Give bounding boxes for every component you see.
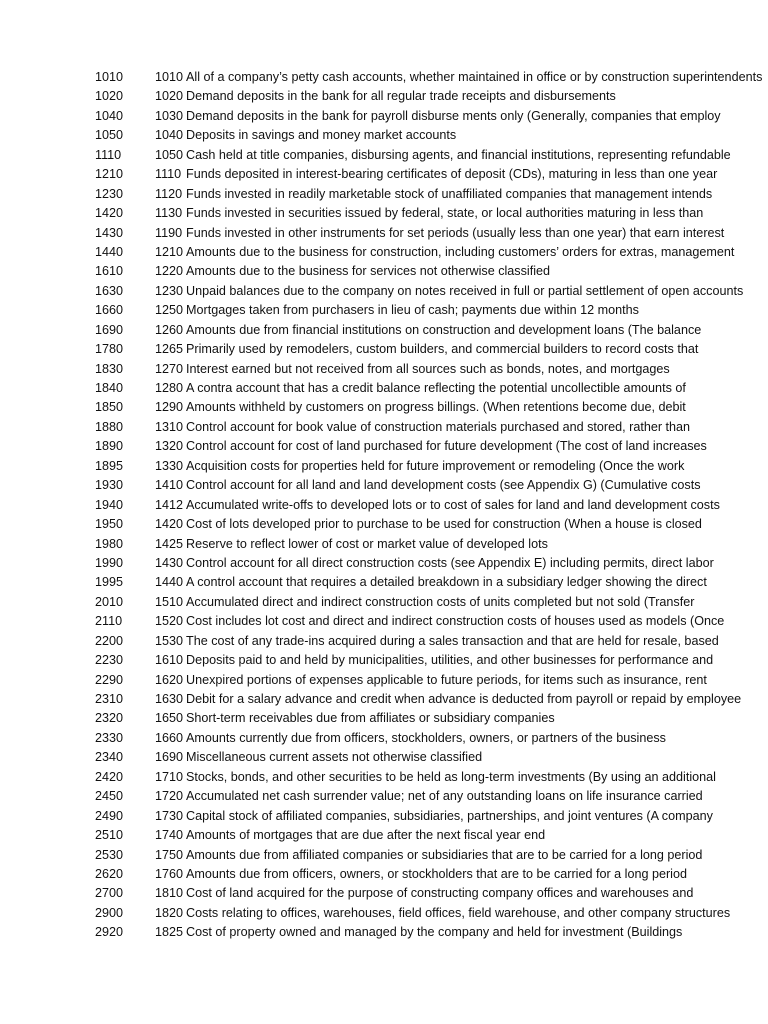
table-row (0, 321, 768, 340)
account-description: All of a company’s petty cash accounts, whether maintained in office or by construction superintendents (186, 70, 763, 84)
account-description: Control account for all direct construction costs (see Appendix E) including permits, direct labor (186, 555, 714, 570)
reference-code: 1130 (155, 206, 183, 221)
reference-code: 1425 (155, 536, 184, 551)
table-row (0, 340, 768, 359)
reference-code: 1740 (155, 828, 184, 843)
account-description: Debit for a salary advance and credit when advance is deducted from payroll or repaid by employee (186, 692, 742, 706)
reference-code: 1820 (155, 905, 184, 920)
reference-code: 1620 (155, 672, 184, 687)
account-description: Reserve to reflect lower of cost or market value of developed lots (186, 536, 548, 551)
account-number: 1110 (95, 147, 122, 162)
account-description: Funds invested in securities issued by federal, state, or local authorities maturing in less than (186, 206, 704, 221)
reference-code: 1825 (155, 925, 184, 940)
reference-code: 1510 (155, 594, 184, 609)
account-number: 2200 (95, 633, 124, 648)
account-description: Deposits paid to and held by municipalities, utilities, and other businesses for performance and (186, 653, 714, 668)
account-number: 2450 (95, 789, 124, 804)
account-description: Cost of lots developed prior to purchase to be used for construction (When a house is closed (186, 517, 702, 532)
account-description: Mortgages taken from purchasers in lieu of cash; payments due within 12 months (186, 303, 639, 318)
account-number: 2310 (95, 692, 124, 706)
table-row (0, 515, 768, 534)
account-number: 2340 (95, 750, 124, 765)
table-row (0, 126, 768, 145)
account-description: Cost of property owned and managed by the company and held for investment (Buildings (186, 925, 683, 940)
reference-code: 1260 (155, 322, 184, 337)
reference-code: 1190 (155, 225, 183, 240)
account-number: 1040 (95, 108, 124, 123)
table-row (0, 787, 768, 806)
reference-code: 1610 (155, 653, 184, 668)
table-row (0, 748, 768, 767)
reference-code: 1030 (155, 108, 184, 123)
account-number: 1660 (95, 303, 124, 318)
reference-code: 1120 (155, 186, 183, 201)
account-number: 1690 (95, 322, 124, 337)
reference-code: 1630 (155, 692, 184, 706)
account-number: 2290 (95, 672, 124, 687)
table-row (0, 87, 768, 106)
account-description: Miscellaneous current assets not otherwise classified (186, 750, 483, 765)
table-row (0, 437, 768, 456)
table-row (0, 690, 768, 709)
account-description: Amounts due to the business for services not otherwise classified (186, 264, 551, 279)
account-description: Short-term receivables due from affiliates or subsidiary companies (186, 711, 555, 726)
table-row (0, 632, 768, 651)
account-description: Cash held at title companies, disbursing agents, and financial institutions, representing refundable (186, 147, 731, 162)
account-description: Interest earned but not received from all sources such as bonds, notes, and mortgages (186, 361, 670, 376)
reference-code: 1690 (155, 750, 184, 765)
reference-code: 1760 (155, 866, 184, 881)
account-description: Accumulated direct and indirect construction costs of units completed but not sold (Transfer (186, 594, 695, 609)
reference-code: 1440 (155, 575, 184, 590)
reference-code: 1040 (155, 128, 184, 143)
account-number: 2230 (95, 653, 124, 668)
account-number: 1440 (95, 244, 124, 259)
account-description: Amounts withheld by customers on progress billings. (When retentions become due, debit (186, 400, 686, 415)
account-description: Amounts due from affiliated companies or subsidiaries that are to be carried for a long period (186, 847, 703, 862)
table-row (0, 165, 768, 184)
account-number: 1230 (95, 186, 124, 201)
reference-code: 1220 (155, 264, 184, 279)
account-number: 2620 (95, 866, 124, 881)
table-row (0, 185, 768, 204)
table-row (0, 262, 768, 281)
account-description: The cost of any trade-ins acquired during a sales transaction and that are held for resale, based (186, 633, 719, 648)
table-row (0, 224, 768, 243)
table-row (0, 398, 768, 417)
account-number: 1420 (95, 206, 124, 221)
table-row (0, 709, 768, 728)
account-description: Amounts due from officers, owners, or stockholders that are to be carried for a long period (186, 866, 687, 881)
account-number: 2420 (95, 769, 124, 784)
reference-code: 1530 (155, 633, 184, 648)
reference-code: 1420 (155, 517, 184, 532)
account-description: Funds invested in readily marketable stock of unaffiliated companies that management intends (186, 186, 713, 201)
table-row (0, 301, 768, 320)
account-description: Control account for cost of land purchased for future development (The cost of land increases (186, 439, 707, 454)
account-description: Funds invested in other instruments for set periods (usually less than one year) that earn interest (186, 225, 725, 240)
table-row (0, 496, 768, 515)
account-number: 1840 (95, 381, 124, 395)
account-description: Capital stock of affiliated companies, subsidiaries, partnerships, and joint ventures (A company (186, 808, 713, 823)
reference-code: 1330 (155, 458, 184, 473)
reference-code: 1412 (155, 497, 184, 512)
account-number: 1890 (95, 439, 124, 454)
table-row (0, 884, 768, 903)
account-number: 2530 (95, 847, 124, 862)
table-row (0, 282, 768, 301)
account-description: Cost includes lot cost and direct and indirect construction costs of houses used as models (Once (186, 614, 725, 629)
account-number: 2900 (95, 905, 124, 920)
account-description: Amounts due from financial institutions on construction and development loans (The balance (186, 322, 702, 337)
account-description: Unpaid balances due to the company on notes received in full or partial settlement of open accounts (186, 283, 744, 298)
table-row (0, 554, 768, 573)
account-description: Acquisition costs for properties held for future improvement or remodeling (Once the work (186, 458, 685, 473)
table-row (0, 846, 768, 865)
account-number: 1630 (95, 283, 124, 298)
table-row (0, 593, 768, 612)
reference-code: 1280 (155, 381, 184, 395)
account-number: 1895 (95, 458, 124, 473)
account-description: Demand deposits in the bank for all regular trade receipts and disbursements (186, 89, 616, 104)
account-number: 2700 (95, 886, 124, 901)
account-number: 2920 (95, 925, 124, 940)
table-row (0, 535, 768, 554)
account-number: 2490 (95, 808, 124, 823)
reference-code: 1430 (155, 555, 184, 570)
account-description: A control account that requires a detailed breakdown in a subsidiary ledger showing the direct (186, 575, 707, 590)
reference-code: 1310 (155, 419, 184, 434)
reference-code: 1110 (155, 167, 182, 182)
table-row (0, 457, 768, 476)
table-row (0, 573, 768, 592)
reference-code: 1050 (155, 147, 184, 162)
reference-code: 1650 (155, 711, 184, 726)
account-number: 1850 (95, 400, 124, 415)
table-row (0, 671, 768, 690)
account-number: 2110 (95, 614, 123, 629)
account-number: 1995 (95, 575, 124, 590)
account-description: Primarily used by remodelers, custom builders, and commercial builders to record costs that (186, 342, 699, 357)
reference-code: 1270 (155, 361, 184, 376)
reference-code: 1720 (155, 789, 184, 804)
reference-code: 1810 (155, 886, 184, 901)
account-description: Amounts due to the business for construction, including customers’ orders for extras, management (186, 244, 735, 259)
account-description: Demand deposits in the bank for payroll disburse ments only (Generally, companies that employ (186, 108, 721, 123)
table-row (0, 146, 768, 165)
table-row (0, 204, 768, 223)
table-row (0, 826, 768, 845)
account-number: 1950 (95, 517, 124, 532)
reference-code: 1210 (155, 244, 184, 259)
table-row (0, 476, 768, 495)
table-row (0, 379, 768, 398)
account-number: 1780 (95, 342, 124, 357)
reference-code: 1020 (155, 89, 184, 104)
account-description: Amounts of mortgages that are due after the next fiscal year end (186, 828, 546, 843)
account-description: Costs relating to offices, warehouses, field offices, field warehouse, and other company structures (186, 905, 731, 920)
table-row (0, 904, 768, 923)
account-number: 1430 (95, 225, 124, 240)
account-description: Deposits in savings and money market accounts (186, 128, 457, 143)
table-row (0, 107, 768, 126)
reference-code: 1750 (155, 847, 184, 862)
table-row (0, 612, 768, 631)
reference-code: 1710 (155, 769, 184, 784)
reference-code: 1250 (155, 303, 184, 318)
account-number: 2330 (95, 730, 124, 745)
account-number: 1930 (95, 478, 124, 493)
account-description: Stocks, bonds, and other securities to be held as long-term investments (By using an additional (186, 769, 716, 784)
account-number: 1210 (95, 167, 124, 182)
account-number: 2010 (95, 594, 124, 609)
reference-code: 1265 (155, 342, 184, 357)
account-description: Amounts currently due from officers, stockholders, owners, or partners of the business (186, 730, 666, 745)
account-number: 1880 (95, 419, 124, 434)
account-number: 1940 (95, 497, 124, 512)
table-row (0, 243, 768, 262)
table-row (0, 651, 768, 670)
table-row (0, 768, 768, 787)
reference-code: 1290 (155, 400, 184, 415)
account-number: 1610 (95, 264, 124, 279)
reference-code: 1410 (155, 478, 184, 493)
reference-code: 1730 (155, 808, 184, 823)
account-description: Accumulated net cash surrender value; net of any outstanding loans on life insurance carried (186, 789, 703, 804)
account-number: 1020 (95, 89, 124, 104)
account-number: 2510 (95, 828, 124, 843)
table-row (0, 923, 768, 942)
reference-code: 1660 (155, 730, 184, 745)
account-description: Control account for all land and land development costs (see Appendix G) (Cumulative costs (186, 478, 701, 493)
table-row (0, 418, 768, 437)
table-row (0, 68, 768, 87)
reference-code: 1230 (155, 283, 184, 298)
account-number: 1980 (95, 536, 124, 551)
account-number: 1830 (95, 361, 124, 376)
reference-code: 1520 (155, 614, 184, 629)
reference-code: 1320 (155, 439, 184, 454)
account-description: Cost of land acquired for the purpose of constructing company offices and warehouses and (186, 886, 694, 901)
account-description: Unexpired portions of expenses applicable to future periods, for items such as insurance, rent (186, 672, 707, 687)
account-number: 1010 (95, 70, 124, 84)
table-row (0, 807, 768, 826)
account-description: Accumulated write-offs to developed lots or to cost of sales for land and land development costs (186, 497, 720, 512)
account-number: 1990 (95, 555, 124, 570)
table-row (0, 360, 768, 379)
table-row (0, 729, 768, 748)
account-number: 1050 (95, 128, 124, 143)
account-number: 2320 (95, 711, 124, 726)
account-description: Funds deposited in interest-bearing certificates of deposit (CDs), maturing in less than one year (186, 167, 718, 182)
table-row (0, 865, 768, 884)
account-description: A contra account that has a credit balance reflecting the potential uncollectible amounts of (186, 381, 686, 395)
account-description: Control account for book value of construction materials purchased and stored, rather than (186, 419, 691, 434)
spreadsheet-body (0, 68, 768, 943)
reference-code: 1010 (155, 70, 184, 84)
